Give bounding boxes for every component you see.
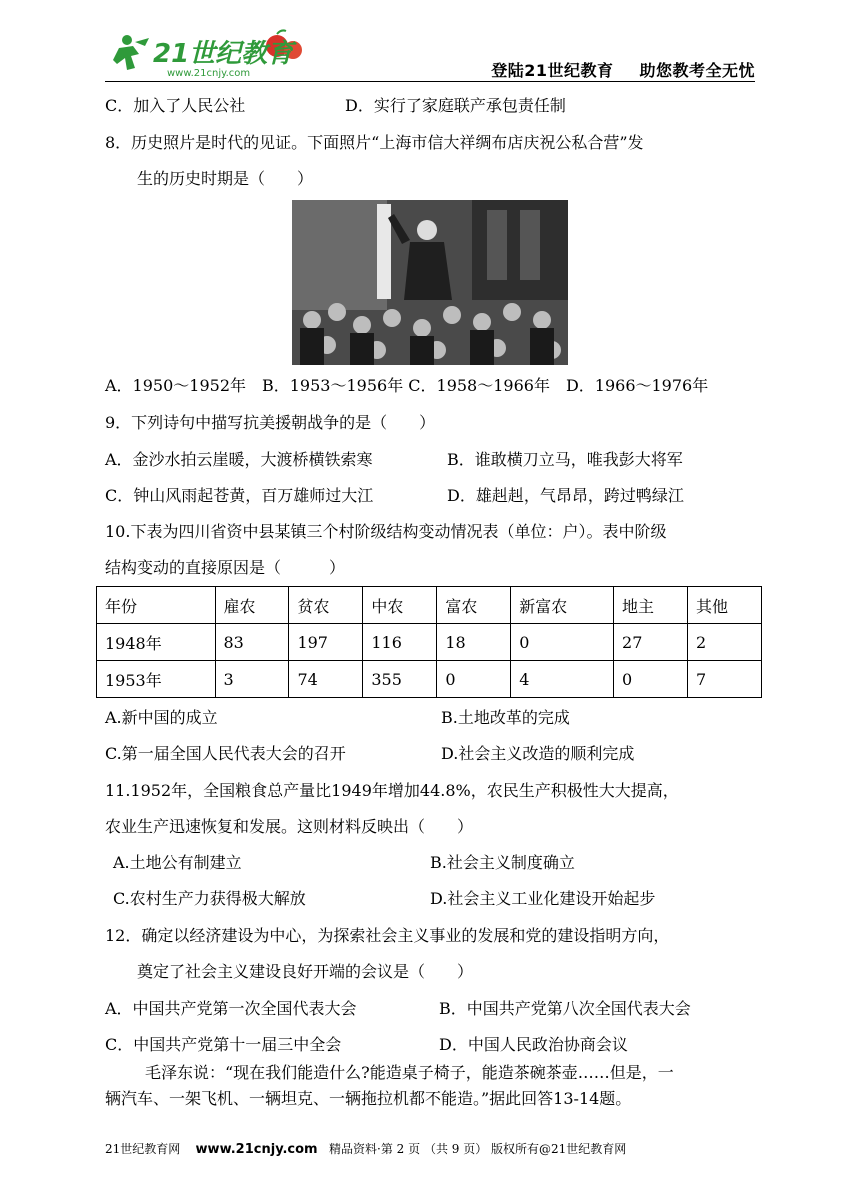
table-cell: 4 [511, 661, 614, 698]
q11-stem-line1: 11.1952年，全国粮食总产量比1949年增加44.8%，农民生产积极性大大提高， [105, 781, 679, 800]
q11-options-ab [113, 853, 575, 873]
q12-options-ab [105, 999, 691, 1019]
table-cell: 7 [687, 661, 761, 698]
q10-options-cd [105, 744, 635, 764]
table-header-cell: 年份 [97, 587, 216, 624]
q10-stem-line1: 10.下表为四川省资中县某镇三个村阶级结构变动情况表（单位：户）。表中阶级 [105, 522, 667, 541]
table-cell: 0 [614, 661, 688, 698]
table-header-cell: 地主 [614, 587, 688, 624]
header-slogan [465, 58, 755, 81]
table-cell: 18 [437, 624, 511, 661]
table-header-cell: 中农 [363, 587, 437, 624]
q10-option-a: A.新中国的成立 [105, 708, 218, 727]
table-header-cell: 富农 [437, 587, 511, 624]
table-header-cell: 新富农 [511, 587, 614, 624]
q12-stem-line2: 奠定了社会主义建设良好开端的会议是（ ） [137, 962, 474, 981]
q9-options-ab [105, 450, 683, 470]
q12-option-c: C．中国共产党第十一届三中全会 [105, 1035, 342, 1054]
q12-option-d: D．中国人民政治协商会议 [439, 1035, 628, 1054]
footer-site: 21世纪教育网 [105, 1142, 181, 1156]
table-cell: 1953年 [97, 661, 216, 698]
page-footer [105, 1140, 626, 1157]
q7-option-c: C．加入了人民公社 [105, 96, 246, 115]
q8-stem-line1: 8．历史照片是时代的见证。下面照片“上海市信大祥绸布店庆祝公私合营”发 [105, 133, 644, 152]
q12-options-cd [105, 1035, 628, 1055]
table-header-cell: 贫农 [289, 587, 363, 624]
header-title-right: 助您教考全无忧 [639, 61, 755, 80]
q9-option-d: D．雄赳赳，气昂昂，跨过鸭绿江 [447, 486, 684, 505]
header-divider [105, 81, 755, 82]
q11-stem-line2: 农业生产迅速恢复和发展。这则材料反映出（ ） [105, 817, 474, 836]
q11-option-a: A.土地公有制建立 [113, 853, 242, 872]
table-row [97, 624, 762, 661]
q12-stem-line1: 12．确定以经济建设为中心，为探索社会主义事业的发展和党的建设指明方向， [105, 926, 670, 945]
table-row [97, 661, 762, 698]
table-cell: 83 [215, 624, 289, 661]
page-header [105, 28, 755, 82]
logo-21cnjy [105, 28, 325, 80]
historical-photo [292, 200, 568, 365]
q10-stem-line2: 结构变动的直接原因是（ ） [105, 558, 346, 577]
q8-options: A．1950～1952年 B．1953～1956年 C．1958～1966年 D．1966～1976年 [105, 376, 709, 395]
q11-options-cd [113, 889, 656, 909]
q9-option-a: A．金沙水拍云崖暖，大渡桥横铁索寒 [105, 450, 373, 469]
material-line1: 毛泽东说：“现在我们能造什么?能造桌子椅子，能造茶碗茶壶……但是，一 [145, 1063, 674, 1082]
table-cell: 116 [363, 624, 437, 661]
q7-option-d: D．实行了家庭联产承包责任制 [345, 96, 566, 115]
q9-stem: 9．下列诗句中描写抗美援朝战争的是（ ） [105, 413, 436, 432]
running-figure-icon [113, 35, 149, 70]
table-cell: 355 [363, 661, 437, 698]
q12-option-a: A．中国共产党第一次全国代表大会 [105, 999, 357, 1018]
header-title-left: 登陆21世纪教育 [491, 61, 614, 80]
material-line2: 辆汽车、一架飞机、一辆坦克、一辆拖拉机都不能造。”据此回答13-14题。 [105, 1089, 632, 1108]
footer-url[interactable]: www.21cnjy.com [195, 1142, 318, 1157]
footer-info: 精品资料·第 2 页 （共 9 页） 版权所有@21世纪教育网 [329, 1142, 627, 1156]
q9-option-c: C．钟山风雨起苍黄，百万雄师过大江 [105, 486, 374, 505]
logo-text: 21世纪教育 [153, 39, 294, 69]
table-cell: 2 [687, 624, 761, 661]
table-header-cell: 雇农 [215, 587, 289, 624]
table-cell: 0 [437, 661, 511, 698]
class-structure-table [96, 586, 762, 698]
q10-option-b: B.土地改革的完成 [441, 708, 570, 727]
table-header-row [97, 587, 762, 624]
logo-url: www.21cnjy.com [167, 68, 251, 79]
q10-option-c: C.第一届全国人民代表大会的召开 [105, 744, 346, 763]
q9-option-b: B．谁敢横刀立马，唯我彭大将军 [447, 450, 683, 469]
q8-stem-line2: 生的历史时期是（ ） [137, 169, 314, 188]
table-cell: 74 [289, 661, 363, 698]
photo-celebration-image [292, 200, 568, 365]
table-cell: 197 [289, 624, 363, 661]
q9-options-cd [105, 486, 684, 506]
q11-option-b: B.社会主义制度确立 [430, 853, 575, 872]
table-cell: 0 [511, 624, 614, 661]
q7-options-cd [105, 96, 566, 116]
table-cell: 27 [614, 624, 688, 661]
table-header-cell: 其他 [687, 587, 761, 624]
q11-option-d: D.社会主义工业化建设开始起步 [430, 889, 656, 908]
q10-options-ab [105, 708, 570, 728]
table-cell: 3 [215, 661, 289, 698]
q10-option-d: D.社会主义改造的顺利完成 [441, 744, 635, 763]
q12-option-b: B．中国共产党第八次全国代表大会 [439, 999, 691, 1018]
q11-option-c: C.农村生产力获得极大解放 [113, 889, 306, 908]
table-cell: 1948年 [97, 624, 216, 661]
